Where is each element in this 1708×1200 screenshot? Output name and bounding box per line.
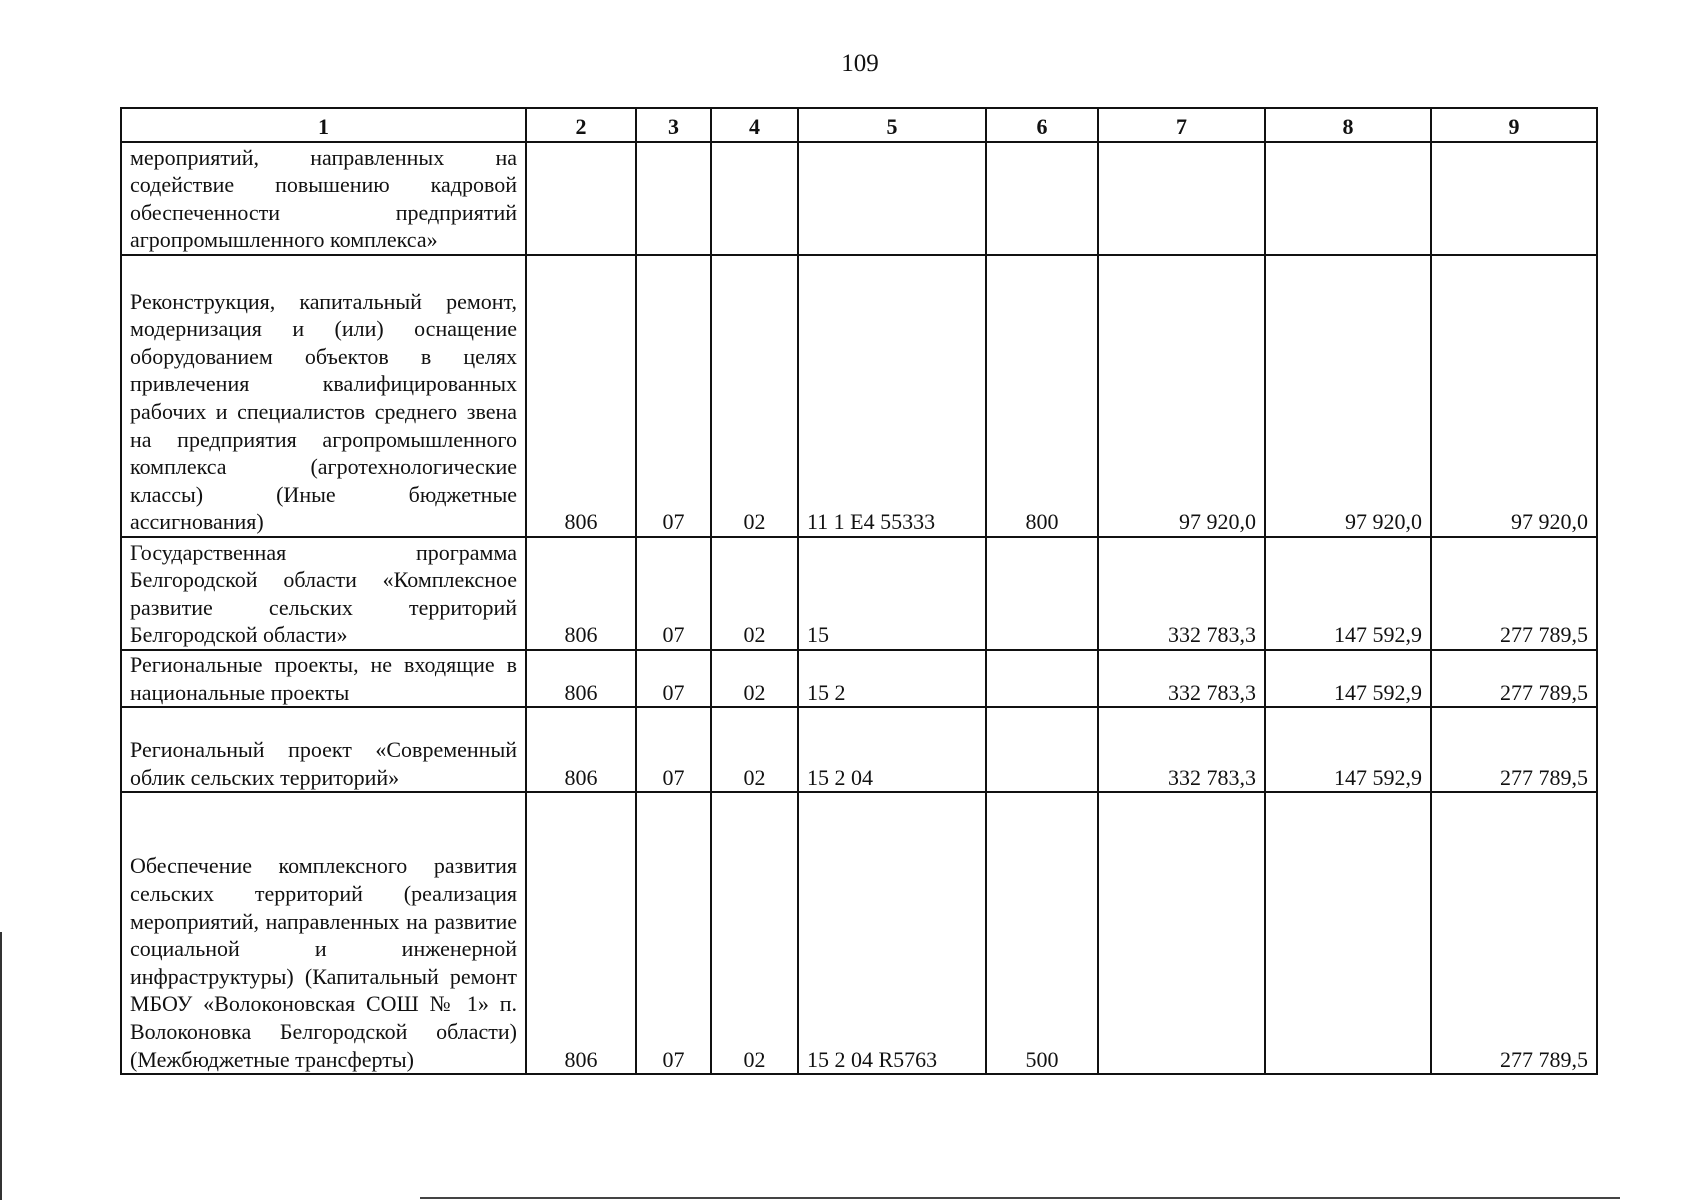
header-col-2: 2 xyxy=(526,108,636,142)
cell-col-8: 97 920,0 xyxy=(1265,255,1431,537)
cell-col-9 xyxy=(1431,142,1597,255)
cell-col-7: 332 783,3 xyxy=(1098,650,1265,707)
cell-col-2: 806 xyxy=(526,792,636,1074)
table-row xyxy=(121,255,1597,537)
budget-table xyxy=(120,107,1598,1075)
cell-col-2: 806 xyxy=(526,707,636,792)
cell-col-4: 02 xyxy=(711,255,798,537)
cell-col-8 xyxy=(1265,142,1431,255)
cell-col-3: 07 xyxy=(636,792,711,1074)
cell-col-2: 806 xyxy=(526,537,636,650)
cell-col-2 xyxy=(526,142,636,255)
cell-col-9: 97 920,0 xyxy=(1431,255,1597,537)
cell-col-3: 07 xyxy=(636,707,711,792)
cell-col-7 xyxy=(1098,142,1265,255)
row-description: Обеспечение комплексного развития сельских территорий (реализация мероприятий, направленных на развитие социальной и инженерной инфраструктуры) (Капитальный ремонт МБОУ «Волоконовская СОШ № 1» п. Волоконовка Белгородской области) (Межбюджетные трансферты) xyxy=(121,792,526,1074)
header-col-4: 4 xyxy=(711,108,798,142)
cell-col-6: 800 xyxy=(986,255,1098,537)
header-col-1: 1 xyxy=(121,108,526,142)
cell-col-6: 500 xyxy=(986,792,1098,1074)
cell-col-2: 806 xyxy=(526,255,636,537)
cell-col-9: 277 789,5 xyxy=(1431,792,1597,1074)
cell-col-6 xyxy=(986,707,1098,792)
header-col-9: 9 xyxy=(1431,108,1597,142)
cell-col-8: 147 592,9 xyxy=(1265,707,1431,792)
cell-col-5: 15 2 xyxy=(798,650,986,707)
header-col-7: 7 xyxy=(1098,108,1265,142)
cell-col-7: 332 783,3 xyxy=(1098,537,1265,650)
cell-col-6 xyxy=(986,142,1098,255)
cell-col-4: 02 xyxy=(711,707,798,792)
cell-col-3 xyxy=(636,142,711,255)
table-row xyxy=(121,650,1597,707)
cell-col-9: 277 789,5 xyxy=(1431,707,1597,792)
cell-col-8 xyxy=(1265,792,1431,1074)
cell-col-6 xyxy=(986,537,1098,650)
cell-col-5: 15 xyxy=(798,537,986,650)
table-row xyxy=(121,537,1597,650)
header-col-5: 5 xyxy=(798,108,986,142)
cell-col-4 xyxy=(711,142,798,255)
cell-col-3: 07 xyxy=(636,650,711,707)
page-number: 109 xyxy=(841,50,879,77)
row-description: Реконструкция, капитальный ремонт, модернизация и (или) оснащение оборудованием объектов в целях привлечения квалифицированных рабочих и специалистов среднего звена на предприятия агропромышленного комплекса (агротехнологические классы) (Иные бюджетные ассигнования) xyxy=(121,255,526,537)
row-description: Региональный проект «Современный облик сельских территорий» xyxy=(121,707,526,792)
cell-col-7: 97 920,0 xyxy=(1098,255,1265,537)
header-row xyxy=(121,108,1597,142)
table-row xyxy=(121,707,1597,792)
cell-col-9: 277 789,5 xyxy=(1431,650,1597,707)
row-description: Государственная программа Белгородской области «Комплексное развитие сельских территорий Белгородской области» xyxy=(121,537,526,650)
cell-col-5: 15 2 04 R5763 xyxy=(798,792,986,1074)
header-col-3: 3 xyxy=(636,108,711,142)
row-description: мероприятий, направленных на содействие повышению кадровой обеспеченности предприятий агропромышленного комплекса» xyxy=(121,142,526,255)
cell-col-6 xyxy=(986,650,1098,707)
cell-col-9: 277 789,5 xyxy=(1431,537,1597,650)
cell-col-4: 02 xyxy=(711,537,798,650)
table-row xyxy=(121,142,1597,255)
cell-col-5: 15 2 04 xyxy=(798,707,986,792)
bottom-rule-line xyxy=(420,1197,1620,1199)
cell-col-7: 332 783,3 xyxy=(1098,707,1265,792)
cell-col-5: 11 1 Е4 55333 xyxy=(798,255,986,537)
header-col-8: 8 xyxy=(1265,108,1431,142)
scan-edge-line xyxy=(0,932,2,1200)
cell-col-3: 07 xyxy=(636,255,711,537)
cell-col-3: 07 xyxy=(636,537,711,650)
header-col-6: 6 xyxy=(986,108,1098,142)
row-description: Региональные проекты, не входящие в национальные проекты xyxy=(121,650,526,707)
cell-col-2: 806 xyxy=(526,650,636,707)
cell-col-8: 147 592,9 xyxy=(1265,537,1431,650)
cell-col-5 xyxy=(798,142,986,255)
cell-col-8: 147 592,9 xyxy=(1265,650,1431,707)
cell-col-4: 02 xyxy=(711,792,798,1074)
cell-col-4: 02 xyxy=(711,650,798,707)
table-row xyxy=(121,792,1597,1074)
cell-col-7 xyxy=(1098,792,1265,1074)
